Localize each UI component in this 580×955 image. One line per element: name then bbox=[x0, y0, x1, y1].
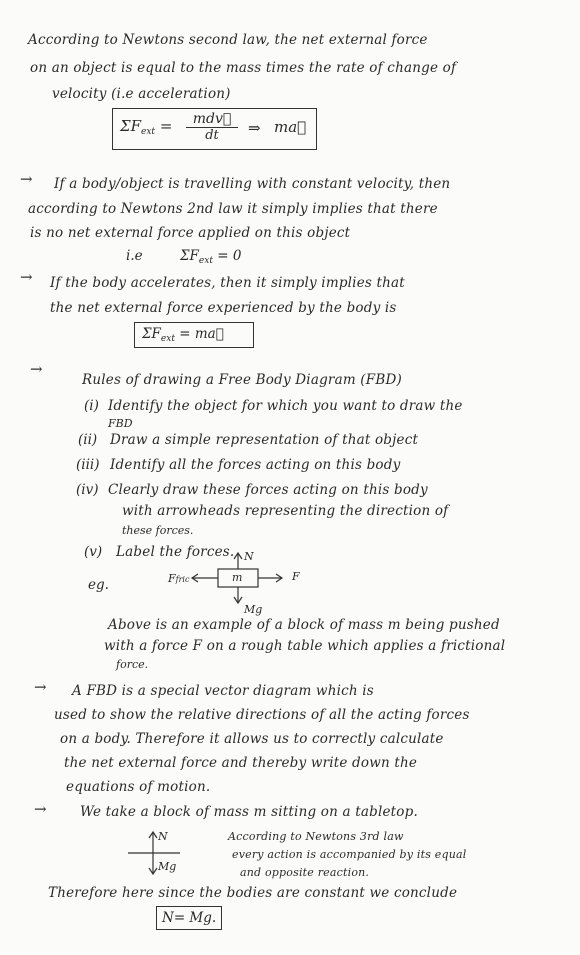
conclusion-formula: N= Mg. bbox=[162, 910, 217, 926]
rule-4-text-cont-2: these forces. bbox=[122, 524, 194, 537]
bullet-arrow-4: → bbox=[34, 678, 47, 696]
rule-5-text: Label the forces. bbox=[116, 544, 235, 560]
point4-text-2: every action is accompanied by its equal bbox=[232, 848, 467, 861]
bullet-arrow-1: → bbox=[20, 170, 33, 188]
rule-2-text: Draw a simple representation of that object bbox=[110, 432, 419, 448]
bullet-arrow-2: → bbox=[20, 268, 33, 286]
point1-equation: $\Sigma F_{ext} = 0$ bbox=[180, 248, 242, 266]
intro-line-2: on an object is equal to the mass times the rate of change of bbox=[30, 60, 457, 76]
bullet-arrow-5: → bbox=[34, 800, 47, 818]
resting-normal-label: N bbox=[158, 830, 168, 843]
resting-weight-label: Mg bbox=[158, 860, 177, 873]
fbd-rules-title: Rules of drawing a Free Body Diagram (FBD) bbox=[82, 372, 402, 388]
point3-line-1: A FBD is a special vector diagram which is bbox=[72, 683, 374, 699]
point1-ie: i.e bbox=[126, 248, 143, 264]
pushed-block-fbd-diagram bbox=[160, 550, 320, 620]
point1-line-2: according to Newtons 2nd law it simply implies that there bbox=[28, 201, 438, 217]
point4-text-3: and opposite reaction. bbox=[240, 866, 370, 879]
point4-line-1: We take a block of mass m sitting on a tabletop. bbox=[80, 804, 418, 820]
rule-5-number: (v) bbox=[84, 544, 103, 560]
example-friction-label: Ffric bbox=[168, 572, 190, 585]
point3-line-3: on a body. Therefore it allows us to correctly calculate bbox=[60, 731, 444, 747]
intro-line-1: According to Newtons second law, the net external force bbox=[28, 32, 428, 48]
example-weight-label: Mg bbox=[244, 603, 263, 616]
formula-implies: ⇒ bbox=[248, 119, 261, 137]
rule-3-text: Identify all the forces acting on this body bbox=[110, 457, 401, 473]
example-force-label: F bbox=[292, 570, 300, 583]
net-force-formula: $\Sigma F_{ext}$ = ma⃗ bbox=[142, 326, 224, 344]
point4-text-1: According to Newtons 3rd law bbox=[228, 830, 404, 843]
example-desc-1: Above is an example of a block of mass m being pushed bbox=[108, 617, 500, 633]
example-desc-2: with a force F on a rough table which applies a frictional bbox=[104, 638, 506, 654]
formula-ma: ma⃗ bbox=[274, 118, 307, 136]
bullet-arrow-3: → bbox=[30, 360, 43, 378]
rule-2-number: (ii) bbox=[78, 432, 98, 448]
example-mass-label: m bbox=[232, 571, 243, 584]
point2-line-2: the net external force experienced by the body is bbox=[50, 300, 397, 316]
rule-3-number: (iii) bbox=[76, 457, 100, 473]
example-label: eg. bbox=[88, 577, 109, 593]
formula-fraction: mdv⃗ dt bbox=[186, 111, 238, 143]
point1-line-3: is no net external force applied on this object bbox=[30, 225, 351, 241]
point3-line-2: used to show the relative directions of all the acting forces bbox=[54, 707, 470, 723]
point1-line-1: If a body/object is travelling with constant velocity, then bbox=[54, 176, 451, 192]
example-normal-label: N bbox=[244, 550, 254, 563]
formula-sum-force: $\Sigma F_{ext}$ = bbox=[120, 117, 173, 137]
rule-1-number: (i) bbox=[84, 398, 99, 414]
point3-line-5: equations of motion. bbox=[66, 779, 211, 795]
point2-line-1: If the body accelerates, then it simply implies that bbox=[50, 275, 405, 291]
rule-1-text-cont: FBD bbox=[108, 417, 133, 430]
intro-line-3: velocity (i.e acceleration) bbox=[52, 86, 231, 102]
rule-4-text-cont-1: with arrowheads representing the direction of bbox=[122, 503, 449, 519]
rule-4-number: (iv) bbox=[76, 482, 99, 498]
rule-4-text: Clearly draw these forces acting on this body bbox=[108, 482, 428, 498]
example-desc-3: force. bbox=[116, 658, 149, 671]
point4-conclusion: Therefore here since the bodies are constant we conclude bbox=[48, 885, 458, 901]
point3-line-4: the net external force and thereby write down the bbox=[64, 755, 418, 771]
rule-1-text: Identify the object for which you want to draw the bbox=[108, 398, 463, 414]
